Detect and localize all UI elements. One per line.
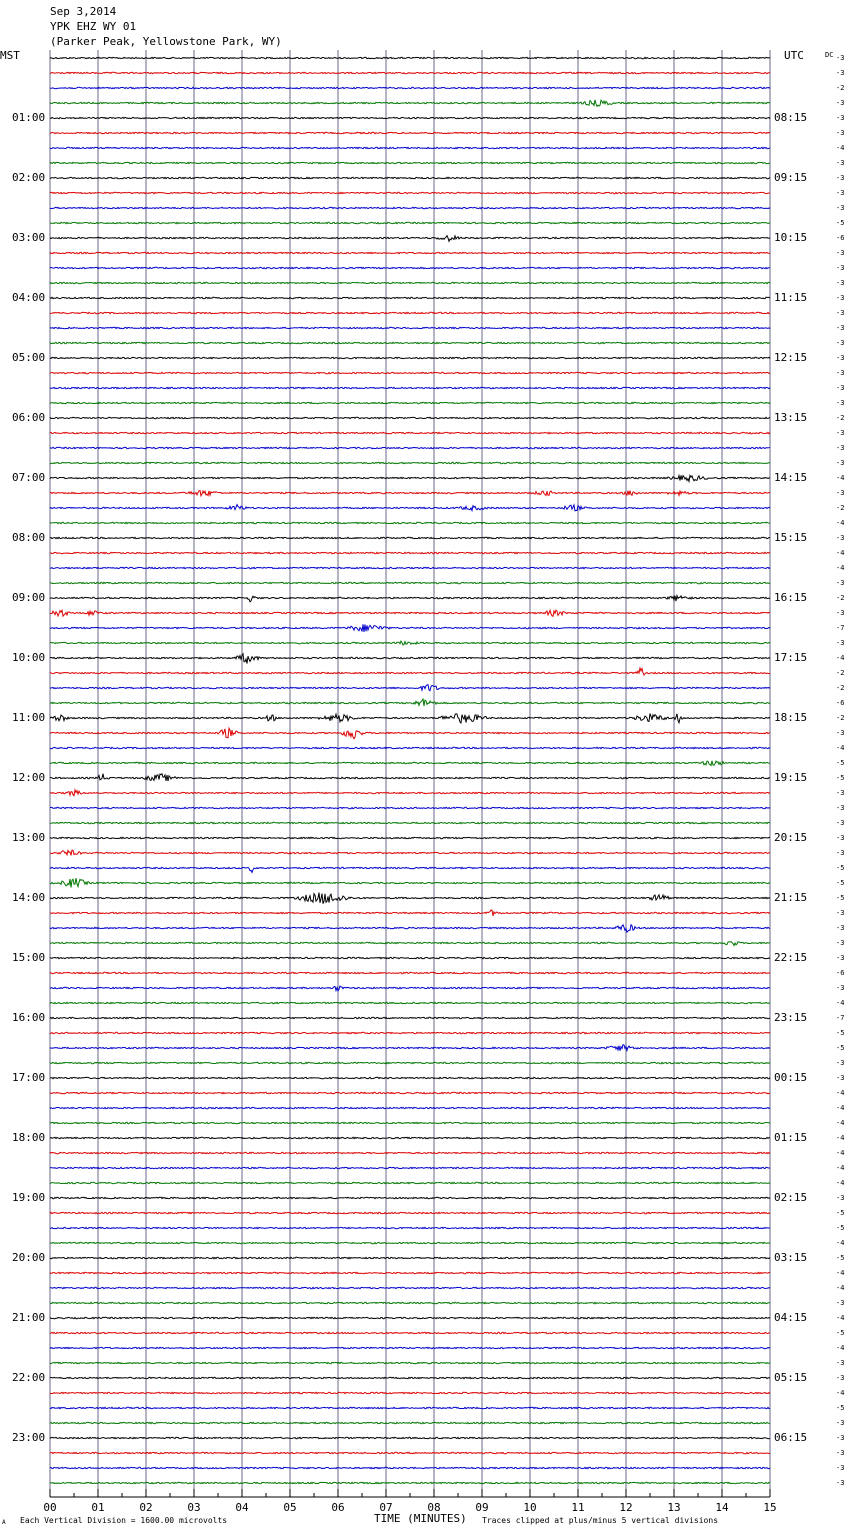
trace-35 <box>50 582 770 583</box>
trace-84 <box>50 1317 770 1318</box>
x-tick-label-13: 13 <box>667 1501 681 1514</box>
trace-57 <box>50 910 770 916</box>
left-hour-label: 15:00 <box>12 951 46 964</box>
trace-41 <box>50 668 770 675</box>
dc-offset-value: -5 <box>836 1404 845 1412</box>
dc-offset-value: -3 <box>836 429 845 437</box>
trace-55 <box>50 878 770 887</box>
dc-offset-value: -3 <box>836 324 845 332</box>
trace-11 <box>50 222 770 223</box>
right-hour-label: 09:15 <box>774 171 808 184</box>
dc-offset-value: -4 <box>836 564 845 572</box>
scale-note: Each Vertical Division = 1600.00 microvolts <box>20 1516 228 1525</box>
trace-58 <box>50 925 770 932</box>
trace-54 <box>50 867 770 872</box>
dc-offset-value: -3 <box>836 129 845 137</box>
right-hour-label: 02:15 <box>774 1191 808 1204</box>
trace-69 <box>50 1092 770 1093</box>
dc-offset-value: -3 <box>836 729 845 737</box>
trace-14 <box>50 267 770 268</box>
right-hour-label: 21:15 <box>774 891 808 904</box>
trace-59 <box>50 942 770 946</box>
trace-82 <box>50 1287 770 1288</box>
dc-offset-value: -5 <box>836 879 845 887</box>
x-tick-label-00: 00 <box>43 1501 57 1514</box>
trace-50 <box>50 807 770 808</box>
left-hour-label: 14:00 <box>12 891 46 904</box>
x-tick-label-06: 06 <box>331 1501 345 1514</box>
trace-23 <box>50 402 770 403</box>
trace-37 <box>50 610 770 616</box>
right-hour-label: 04:15 <box>774 1311 808 1324</box>
right-hour-label: 23:15 <box>774 1011 808 1024</box>
dc-offset-value: -3 <box>836 1194 845 1202</box>
dc-offset-value: -2 <box>836 504 845 512</box>
dc-offset-value: -3 <box>836 1434 845 1442</box>
trace-72 <box>50 1137 770 1138</box>
trace-7 <box>50 162 770 163</box>
trace-36 <box>50 596 770 602</box>
right-hour-label: 15:15 <box>774 531 808 544</box>
trace-9 <box>50 192 770 193</box>
dc-offset-value: -5 <box>836 1329 845 1337</box>
trace-78 <box>50 1227 770 1228</box>
dc-offset-value: -3 <box>836 114 845 122</box>
dc-offset-value: -4 <box>836 144 845 152</box>
station-location: (Parker Peak, Yellowstone Park, WY) <box>50 35 282 48</box>
dc-offset-value: -3 <box>836 249 845 257</box>
trace-33 <box>50 552 770 553</box>
dc-offset-value: -4 <box>836 1089 845 1097</box>
dc-offset-value: -4 <box>836 1119 845 1127</box>
trace-89 <box>50 1392 770 1393</box>
clip-note: Traces clipped at plus/minus 5 vertical divisions <box>482 1516 719 1525</box>
dc-offset-value: -5 <box>836 1254 845 1262</box>
dc-offset-value: -6 <box>836 969 845 977</box>
trace-77 <box>50 1212 770 1213</box>
dc-offset-value: -3 <box>836 459 845 467</box>
dc-offset-value: -3 <box>836 189 845 197</box>
trace-80 <box>50 1257 770 1258</box>
left-hour-label: 08:00 <box>12 531 46 544</box>
left-hour-label: 07:00 <box>12 471 46 484</box>
x-axis <box>43 1489 776 1514</box>
left-hour-label: 06:00 <box>12 411 46 424</box>
trace-87 <box>50 1362 770 1363</box>
dc-offset-value: -2 <box>836 684 845 692</box>
trace-61 <box>50 972 770 973</box>
trace-21 <box>50 372 770 373</box>
trace-39 <box>50 641 770 645</box>
corner-mark: A <box>2 1519 6 1526</box>
left-hour-label: 02:00 <box>12 171 46 184</box>
trace-12 <box>50 236 770 242</box>
dc-offset-value: -3 <box>836 69 845 77</box>
trace-68 <box>50 1077 770 1078</box>
trace-47 <box>50 761 770 766</box>
trace-74 <box>50 1167 770 1168</box>
record-date: Sep 3,2014 <box>50 5 117 18</box>
x-tick-label-15: 15 <box>763 1501 777 1514</box>
x-axis-title: TIME (MINUTES) <box>374 1512 467 1525</box>
trace-1 <box>50 72 770 73</box>
dc-offset-value: -3 <box>836 489 845 497</box>
trace-64 <box>50 1017 770 1018</box>
trace-95 <box>50 1482 770 1483</box>
trace-73 <box>50 1152 770 1153</box>
dc-offset-value: -4 <box>836 474 845 482</box>
trace-2 <box>50 87 770 88</box>
trace-8 <box>50 177 770 178</box>
trace-lines <box>50 57 770 1483</box>
right-timezone-label: UTC <box>784 49 804 62</box>
left-hour-label: 13:00 <box>12 831 46 844</box>
right-hour-label: 08:15 <box>774 111 808 124</box>
station-id: YPK EHZ WY 01 <box>50 20 137 33</box>
dc-offset-value: -4 <box>836 519 845 527</box>
dc-offset-value: -3 <box>836 384 845 392</box>
x-tick-label-01: 01 <box>91 1501 105 1514</box>
dc-offset-value: -3 <box>836 354 845 362</box>
trace-71 <box>50 1122 770 1123</box>
right-hour-label: 00:15 <box>774 1071 808 1084</box>
right-hour-label: 05:15 <box>774 1371 808 1384</box>
trace-66 <box>50 1045 770 1051</box>
dc-offset-value: -5 <box>836 1209 845 1217</box>
dc-offset-value: -3 <box>836 1479 845 1487</box>
right-hour-label: 20:15 <box>774 831 808 844</box>
trace-42 <box>50 685 770 691</box>
dc-offset-value: -5 <box>836 219 845 227</box>
dc-offset-value: -3 <box>836 1074 845 1082</box>
dc-offset-value: -3 <box>836 264 845 272</box>
x-tick-label-12: 12 <box>619 1501 633 1514</box>
dc-offset-value: -3 <box>836 294 845 302</box>
right-hour-label: 22:15 <box>774 951 808 964</box>
trace-83 <box>50 1302 770 1303</box>
trace-6 <box>50 147 770 148</box>
dc-offset-value: -3 <box>836 609 845 617</box>
dc-offset-value: -3 <box>836 204 845 212</box>
dc-offset-value: -3 <box>836 939 845 947</box>
dc-offset-value: -4 <box>836 744 845 752</box>
trace-38 <box>50 624 770 632</box>
trace-29 <box>50 491 770 496</box>
dc-offset-value: -2 <box>836 714 845 722</box>
left-hour-label: 12:00 <box>12 771 46 784</box>
x-tick-label-09: 09 <box>475 1501 489 1514</box>
trace-16 <box>50 297 770 298</box>
dc-offset-value: -5 <box>836 894 845 902</box>
trace-81 <box>50 1272 770 1273</box>
right-hour-label: 11:15 <box>774 291 808 304</box>
trace-46 <box>50 747 770 748</box>
dc-offset-value: -3 <box>836 834 845 842</box>
trace-26 <box>50 447 770 448</box>
right-hour-label: 17:15 <box>774 651 808 664</box>
trace-48 <box>50 774 770 781</box>
dc-offset-value: -5 <box>836 1029 845 1037</box>
trace-25 <box>50 432 770 433</box>
right-hour-label: 01:15 <box>774 1131 808 1144</box>
right-hour-label: 18:15 <box>774 711 808 724</box>
trace-75 <box>50 1182 770 1183</box>
trace-44 <box>50 714 770 723</box>
dc-offset-value: -3 <box>836 534 845 542</box>
dc-offset-value: -4 <box>836 1389 845 1397</box>
dc-offset-value: -3 <box>836 399 845 407</box>
left-hour-label: 09:00 <box>12 591 46 604</box>
left-hour-label: 16:00 <box>12 1011 46 1024</box>
trace-65 <box>50 1032 770 1033</box>
trace-34 <box>50 567 770 568</box>
left-hour-label: 03:00 <box>12 231 46 244</box>
trace-24 <box>50 417 770 418</box>
left-hour-label: 21:00 <box>12 1311 46 1324</box>
dc-offset-value: -3 <box>836 849 845 857</box>
dc-offset-value: -3 <box>836 984 845 992</box>
dc-header-label: DC <box>825 51 834 59</box>
trace-51 <box>50 822 770 823</box>
trace-94 <box>50 1467 770 1468</box>
dc-offset-value: -3 <box>836 819 845 827</box>
trace-43 <box>50 699 770 706</box>
trace-49 <box>50 790 770 796</box>
dc-offset-value: -3 <box>836 339 845 347</box>
trace-85 <box>50 1332 770 1333</box>
x-tick-label-03: 03 <box>187 1501 201 1514</box>
dc-offset-value: -2 <box>836 594 845 602</box>
trace-19 <box>50 342 770 343</box>
dc-offset-value: -5 <box>836 864 845 872</box>
dc-offset-value: -3 <box>836 954 845 962</box>
trace-52 <box>50 837 770 838</box>
right-hour-label: 06:15 <box>774 1431 808 1444</box>
trace-20 <box>50 357 770 358</box>
x-tick-label-11: 11 <box>571 1501 585 1514</box>
trace-31 <box>50 522 770 523</box>
trace-88 <box>50 1377 770 1378</box>
left-hour-label: 23:00 <box>12 1431 46 1444</box>
trace-3 <box>50 100 770 106</box>
trace-56 <box>50 893 770 904</box>
x-tick-label-10: 10 <box>523 1501 537 1514</box>
minute-gridlines <box>50 50 770 1497</box>
dc-offset-value: -3 <box>836 1374 845 1382</box>
x-tick-label-08: 08 <box>427 1501 441 1514</box>
x-tick-label-02: 02 <box>139 1501 153 1514</box>
dc-offset-value: -4 <box>836 1269 845 1277</box>
right-hour-label: 19:15 <box>774 771 808 784</box>
dc-offset-value: -3 <box>836 909 845 917</box>
dc-offset-value: -4 <box>836 999 845 1007</box>
dc-offset-value: -3 <box>836 444 845 452</box>
dc-offset-value: -4 <box>836 1179 845 1187</box>
dc-offset-value: -4 <box>836 1284 845 1292</box>
left-hour-label: 22:00 <box>12 1371 46 1384</box>
trace-92 <box>50 1437 770 1438</box>
dc-offset-value: -3 <box>836 174 845 182</box>
dc-offset-value: -5 <box>836 759 845 767</box>
x-tick-label-05: 05 <box>283 1501 297 1514</box>
trace-30 <box>50 505 770 511</box>
dc-offset-value: -4 <box>836 654 845 662</box>
dc-offset-value: -3 <box>836 1419 845 1427</box>
trace-90 <box>50 1407 770 1408</box>
dc-offset-value: -3 <box>836 159 845 167</box>
dc-offset-value: -3 <box>836 804 845 812</box>
trace-28 <box>50 475 770 481</box>
trace-32 <box>50 537 770 538</box>
trace-15 <box>50 282 770 283</box>
left-hour-label: 05:00 <box>12 351 46 364</box>
trace-63 <box>50 1002 770 1003</box>
dc-offset-value: -3 <box>836 639 845 647</box>
dc-offset-value: -2 <box>836 414 845 422</box>
trace-62 <box>50 986 770 991</box>
trace-22 <box>50 387 770 388</box>
x-tick-label-14: 14 <box>715 1501 729 1514</box>
dc-offset-value: -3 <box>836 1059 845 1067</box>
dc-offset-value: -6 <box>836 234 845 242</box>
trace-13 <box>50 252 770 253</box>
trace-60 <box>50 957 770 958</box>
left-hour-label: 19:00 <box>12 1191 46 1204</box>
dc-offset-value: -4 <box>836 1314 845 1322</box>
dc-offset-value: -2 <box>836 84 845 92</box>
trace-10 <box>50 207 770 208</box>
dc-offset-value: -3 <box>836 1359 845 1367</box>
dc-offset-value: -3 <box>836 789 845 797</box>
dc-offset-value: -3 <box>836 99 845 107</box>
trace-91 <box>50 1422 770 1423</box>
dc-offset-value: -4 <box>836 1149 845 1157</box>
left-timezone-label: MST <box>0 49 20 62</box>
dc-offset-value: -3 <box>836 579 845 587</box>
dc-offset-value: -4 <box>836 1134 845 1142</box>
dc-offset-value: -3 <box>836 54 845 62</box>
left-hour-label: 18:00 <box>12 1131 46 1144</box>
trace-45 <box>50 728 770 738</box>
dc-offset-value: -7 <box>836 1014 845 1022</box>
dc-offset-value: -4 <box>836 1164 845 1172</box>
trace-5 <box>50 132 770 133</box>
dc-offset-value: -6 <box>836 699 845 707</box>
dc-offset-value: -2 <box>836 669 845 677</box>
left-hour-label: 11:00 <box>12 711 46 724</box>
trace-27 <box>50 462 770 463</box>
trace-40 <box>50 654 770 664</box>
dc-offset-value: -3 <box>836 1449 845 1457</box>
dc-offset-value: -3 <box>836 1299 845 1307</box>
dc-offset-value: -4 <box>836 1104 845 1112</box>
right-hour-label: 16:15 <box>774 591 808 604</box>
dc-offset-value: -7 <box>836 624 845 632</box>
dc-offset-value: -5 <box>836 774 845 782</box>
trace-67 <box>50 1062 770 1063</box>
right-hour-label: 14:15 <box>774 471 808 484</box>
left-hour-label: 04:00 <box>12 291 46 304</box>
trace-53 <box>50 850 770 855</box>
trace-93 <box>50 1452 770 1453</box>
trace-86 <box>50 1347 770 1348</box>
left-hour-label: 10:00 <box>12 651 46 664</box>
dc-offset-value: -5 <box>836 1044 845 1052</box>
trace-4 <box>50 117 770 118</box>
dc-offset-value: -3 <box>836 1464 845 1472</box>
trace-17 <box>50 312 770 313</box>
dc-offset-value: -3 <box>836 279 845 287</box>
right-hour-label: 13:15 <box>774 411 808 424</box>
dc-offset-value: -3 <box>836 924 845 932</box>
dc-offset-value: -3 <box>836 369 845 377</box>
x-tick-label-04: 04 <box>235 1501 249 1514</box>
trace-76 <box>50 1197 770 1198</box>
left-hour-label: 17:00 <box>12 1071 46 1084</box>
dc-offset-value: -4 <box>836 1344 845 1352</box>
right-hour-label: 03:15 <box>774 1251 808 1264</box>
trace-0 <box>50 57 770 58</box>
trace-70 <box>50 1107 770 1108</box>
dc-offset-value: -3 <box>836 309 845 317</box>
trace-79 <box>50 1242 770 1243</box>
trace-18 <box>50 327 770 328</box>
dc-offset-value: -5 <box>836 1224 845 1232</box>
x-tick-label-07: 07 <box>379 1501 393 1514</box>
left-hour-label: 01:00 <box>12 111 46 124</box>
left-hour-label: 20:00 <box>12 1251 46 1264</box>
dc-offset-value: -4 <box>836 549 845 557</box>
dc-offset-value: -4 <box>836 1239 845 1247</box>
right-hour-label: 10:15 <box>774 231 808 244</box>
right-hour-label: 12:15 <box>774 351 808 364</box>
